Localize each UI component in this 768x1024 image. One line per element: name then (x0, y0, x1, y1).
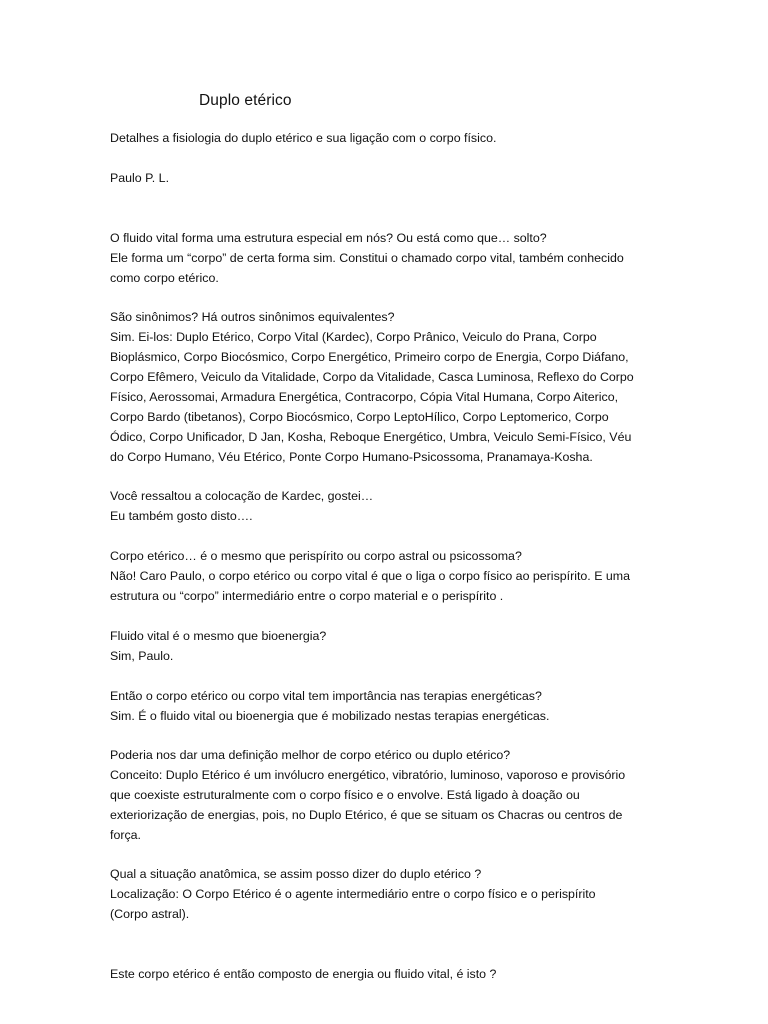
text-line: Sim, Paulo. (110, 649, 174, 663)
text-line: Então o corpo etérico ou corpo vital tem importância nas terapias energéticas? (110, 689, 542, 703)
text-line: Corpo Bardo (tibetanos), Corpo Biocósmico, Corpo LeptoHílico, Corpo Leptomerico, Corpo (110, 410, 609, 424)
subtitle-line: Detalhes a fisiologia do duplo etérico e sua ligação com o corpo físico. (110, 131, 497, 145)
text-line: Conceito: Duplo Etérico é um invólucro energético, vibratório, luminoso, vaporoso e provisório (110, 768, 626, 782)
text-line: exteriorização de energias, pois, no Duplo Etérico, é que se situam os Chacras ou centros de (110, 808, 623, 822)
text-line: Sim. Ei-los: Duplo Etérico, Corpo Vital (Kardec), Corpo Prânico, Veiculo do Prana, Corpo (110, 330, 597, 344)
text-line: Não! Caro Paulo, o corpo etérico ou corpo vital é que o liga o corpo físico ao perispírito. E uma (110, 569, 631, 583)
text-line: que coexiste estruturalmente com o corpo físico e o envolve. Está ligado à doação ou (110, 788, 580, 802)
text-line: Qual a situação anatômica, se assim posso dizer do duplo etérico ? (110, 867, 482, 881)
text-line: do Corpo Humano, Véu Etérico, Ponte Corpo Humano-Psicossoma, Pranamaya-Kosha. (110, 450, 593, 464)
text-line: Corpo etérico… é o mesmo que perispírito ou corpo astral ou psicossoma? (110, 549, 522, 563)
text-line: Fluido vital é o mesmo que bioenergia? (110, 629, 327, 643)
text-line: Ele forma um “corpo” de certa forma sim. Constitui o chamado corpo vital, também conhecido (110, 251, 624, 265)
text-line: Este corpo etérico é então composto de energia ou fluido vital, é isto ? (110, 967, 497, 981)
text-line: Sim. É o fluido vital ou bioenergia que é mobilizado nestas terapias energéticas. (110, 709, 550, 723)
text-line: Corpo Efêmero, Veiculo da Vitalidade, Corpo da Vitalidade, Casca Luminosa, Reflexo do Corpo (110, 370, 634, 384)
text-line: Poderia nos dar uma definição melhor de corpo etérico ou duplo etérico? (110, 748, 511, 762)
text-line: como corpo etérico. (110, 271, 219, 285)
text-line: Eu também gosto disto…. (110, 509, 253, 523)
document-title: Duplo etérico (199, 92, 292, 109)
text-line: estrutura ou “corpo” intermediário entre o corpo material e o perispírito . (110, 589, 504, 603)
author-line: Paulo P. L. (110, 171, 170, 185)
text-line: (Corpo astral). (110, 907, 190, 921)
text-line: São sinônimos? Há outros sinônimos equivalentes? (110, 310, 395, 324)
text-line: força. (110, 828, 141, 842)
text-line: Bioplásmico, Corpo Biocósmico, Corpo Energético, Primeiro corpo de Energia, Corpo Diáfano, (110, 350, 629, 364)
text-line: Físico, Aerossomai, Armadura Energética, Contracorpo, Cópia Vital Humana, Corpo Aiterico, (110, 390, 619, 404)
text-line: O fluido vital forma uma estrutura especial em nós? Ou está como que… solto? (110, 231, 547, 245)
text-line: Ódico, Corpo Unificador, D Jan, Kosha, Reboque Energético, Umbra, Veiculo Semi-Físico, Véu (110, 430, 632, 444)
text-line: Localização: O Corpo Etérico é o agente intermediário entre o corpo físico e o perispírito (110, 887, 596, 901)
text-line: Você ressaltou a colocação de Kardec, gostei… (110, 489, 374, 503)
